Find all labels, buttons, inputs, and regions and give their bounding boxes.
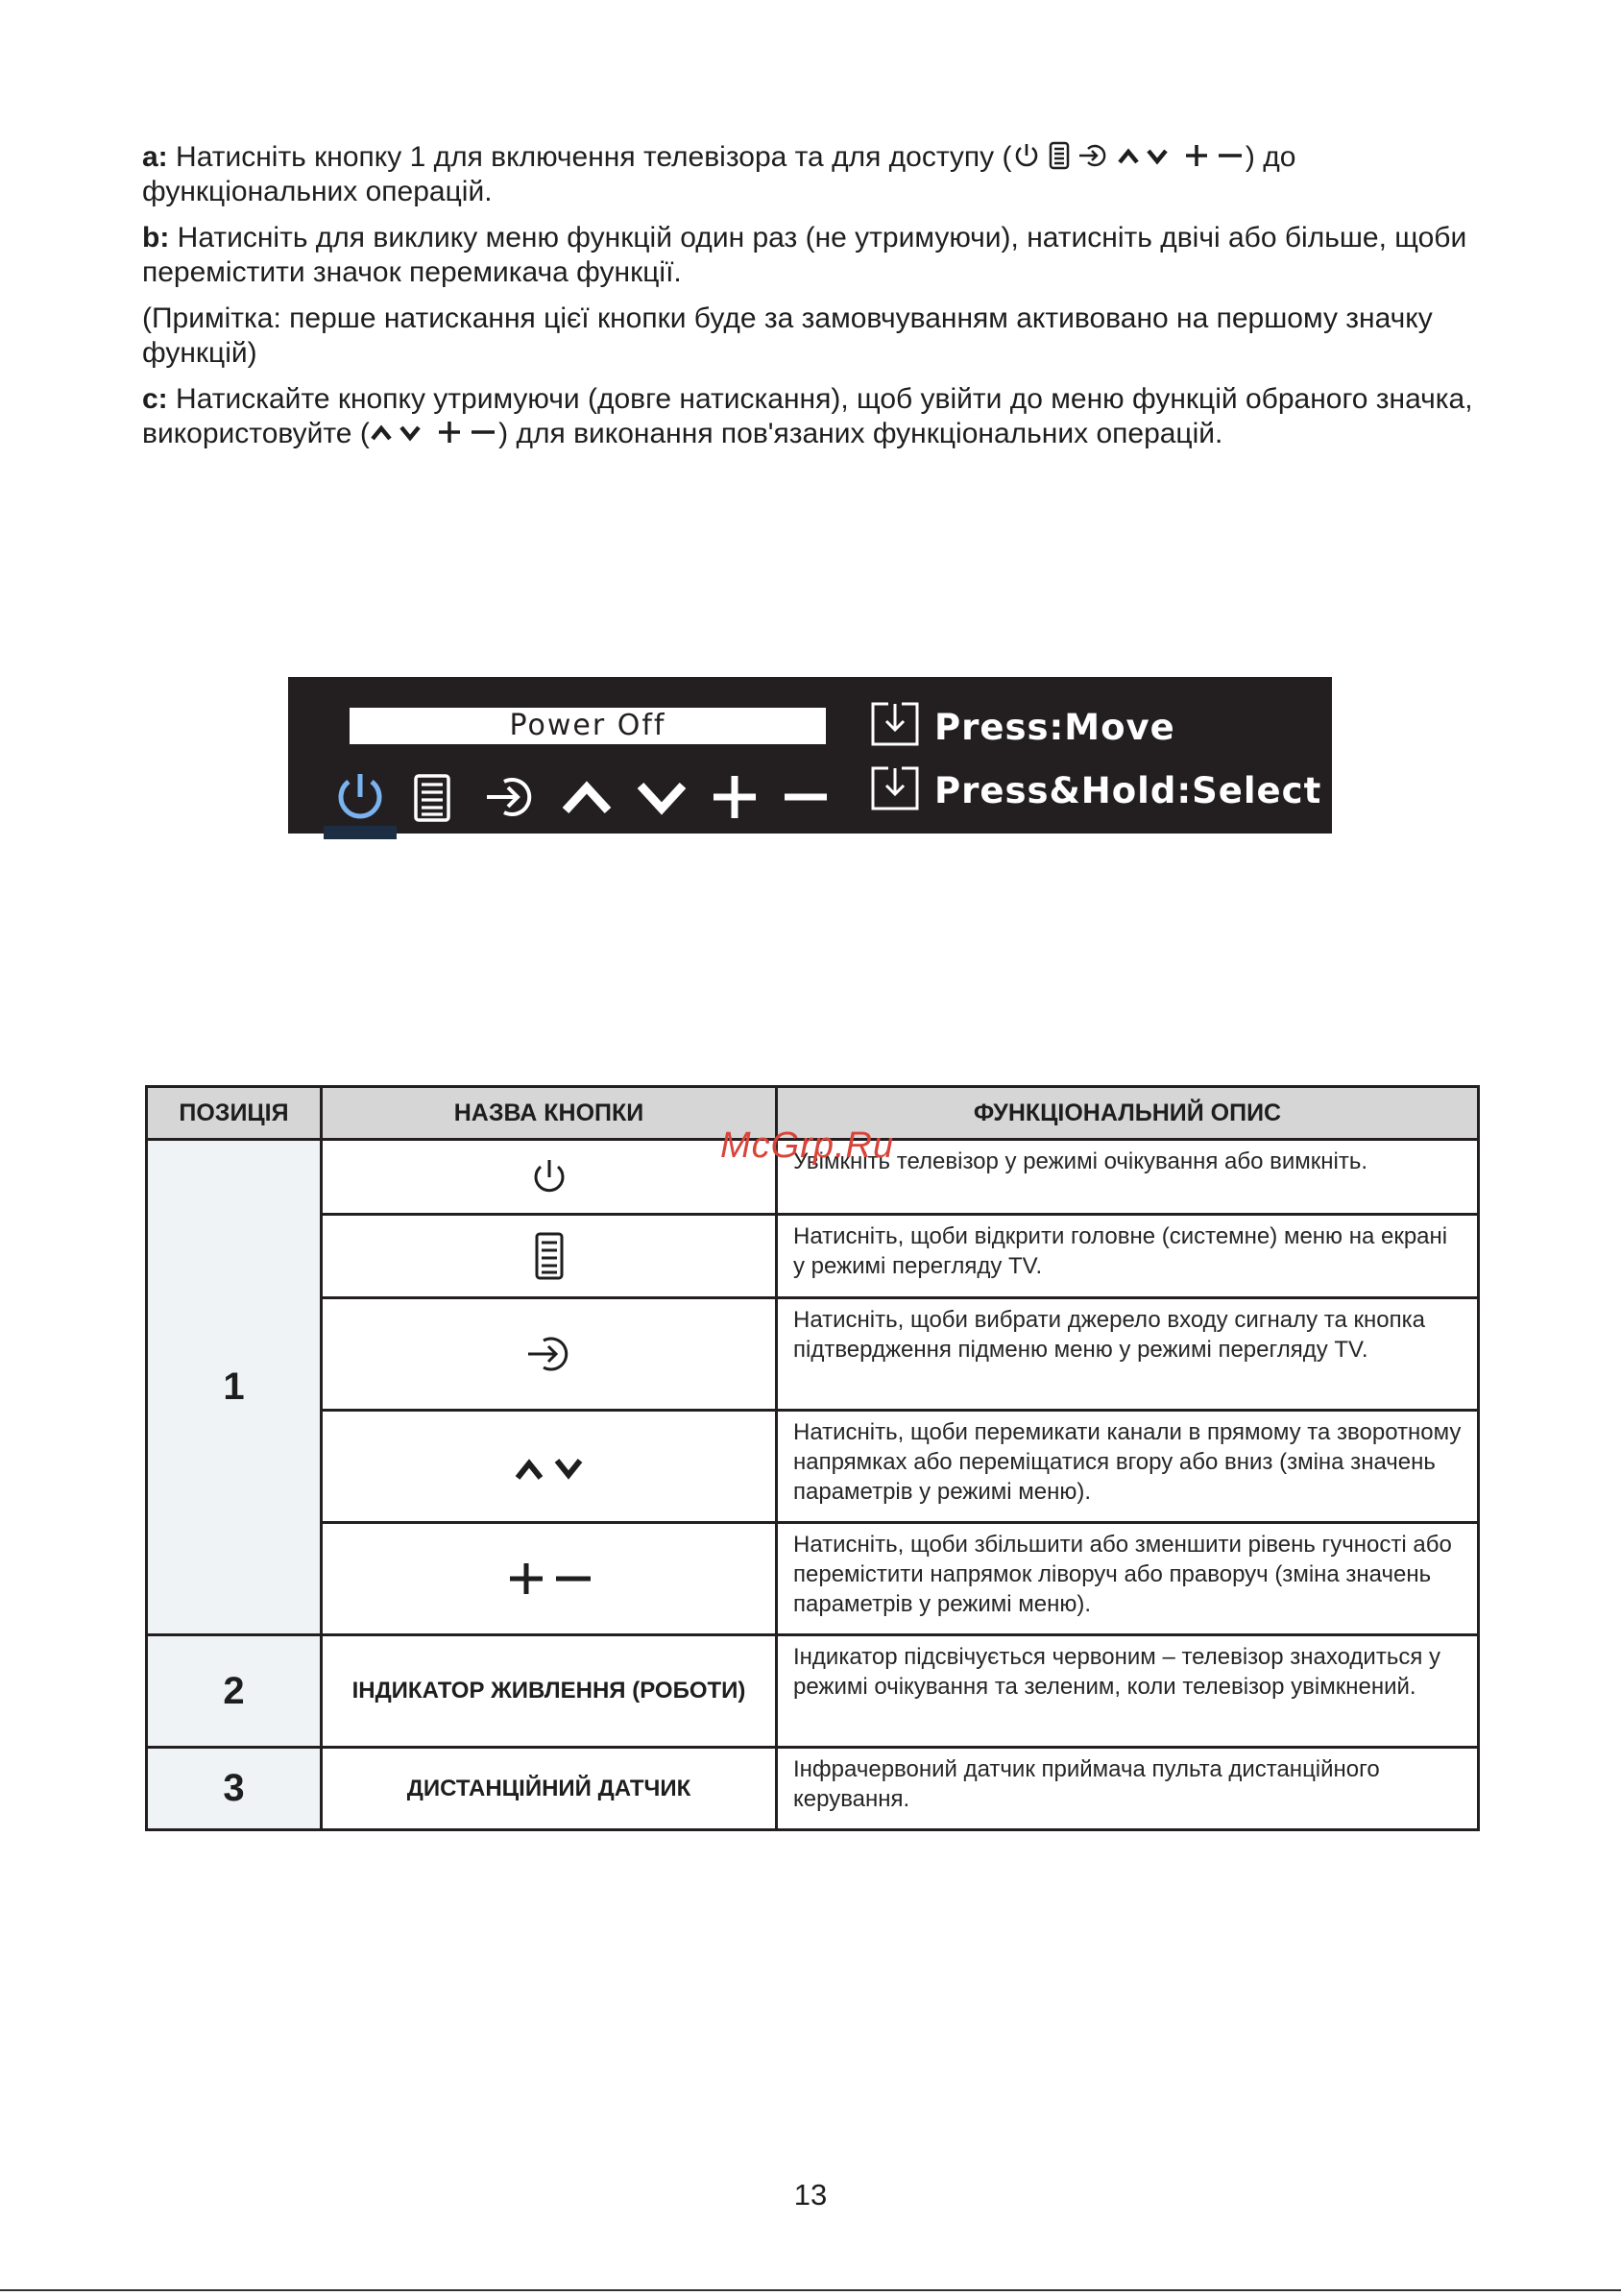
button-cell (322, 1298, 777, 1411)
instruction-b: b: Натисніть для виклику меню функцій один раз (не утримуючи), натисніть двічі або більше, щоби перемістити значок перемикача функції. (142, 222, 1467, 288)
power-icon (528, 1156, 570, 1198)
plus-minus-icon (504, 1559, 594, 1598)
minus-icon[interactable] (779, 768, 833, 831)
description-cell: Натисніть, щоби збільшити або зменшити рівень гучності або перемістити напрямок ліворуч або праворуч (зміна значень параметрів у режимі меню). (777, 1523, 1479, 1635)
table-row (147, 1298, 1479, 1411)
up-down-icon (1117, 141, 1171, 170)
button-name-cell: ДИСТАНЦІЙНИЙ ДАТЧИК (322, 1748, 777, 1830)
button-cell (322, 1140, 777, 1215)
power-icon[interactable] (331, 768, 389, 831)
up-down-icon (513, 1447, 586, 1486)
table-row (147, 1748, 1479, 1830)
input-source-icon (524, 1332, 574, 1376)
osd-title: Power Off (350, 708, 826, 744)
up-down-icon (370, 418, 423, 447)
description-cell: Індикатор підсвічується червоним – телевізор знаходиться у режимі очікування та зеленим, коли телевізор увімкнений. (777, 1635, 1479, 1748)
table-row (147, 1411, 1479, 1523)
description-cell: Натисніть, щоби вибрати джерело входу сигналу та кнопка підтвердження підменю меню у режимі перегляду TV. (777, 1298, 1479, 1411)
instruction-a: a: Натисніть кнопку 1 для включення телевізора та для доступу ( ) до функціональних операцій. (142, 141, 1296, 207)
page-number: 13 (793, 2178, 828, 2211)
description-cell: Інфрачервоний датчик приймача пульта дистанційного керування. (777, 1748, 1479, 1830)
press-arrow-icon (869, 701, 921, 747)
table-row (147, 1215, 1479, 1298)
header-description: ФУНКЦІОНАЛЬНИЙ ОПИС (777, 1087, 1479, 1140)
power-icon (1012, 141, 1041, 170)
press-hold-arrow-icon (869, 765, 921, 811)
plus-minus-icon (1178, 141, 1246, 170)
plus-minus-icon (431, 418, 498, 447)
button-cell (322, 1215, 777, 1298)
header-position: ПОЗИЦІЯ (147, 1087, 322, 1140)
menu-icon[interactable] (412, 768, 454, 831)
description-cell: Натисніть, щоби відкрити головне (системне) меню на екрані у режимі перегляду TV. (777, 1215, 1479, 1298)
position-cell: 1 (147, 1140, 322, 1635)
description-cell: Натисніть, щоби перемикати канали в прямому та зворотному напрямках або переміщатися вгору або вниз (зміна значень параметрів у режимі меню). (777, 1411, 1479, 1523)
instruction-note: (Примітка: перше натискання цієї кнопки буде за замовчуванням активовано на першому значку функцій) (142, 302, 1433, 369)
input-source-icon (1077, 141, 1108, 170)
position-cell: 2 (147, 1635, 322, 1748)
menu-icon (1049, 141, 1070, 170)
description-cell: Увімкніть телевізор у режимі очікування або вимкніть. (777, 1140, 1479, 1215)
chevron-down-icon[interactable] (635, 768, 689, 831)
table-row (147, 1523, 1479, 1635)
watermark: McGrp.Ru (720, 1125, 895, 1166)
button-function-table (145, 1085, 1480, 1831)
button-name-cell: ІНДИКАТОР ЖИВЛЕННЯ (РОБОТИ) (322, 1635, 777, 1748)
instruction-c: c: Натискайте кнопку утримуючи (довге натискання), щоб увійти до меню функцій обраного значка, використовуйте ( ) для виконання пов'язаних функціональних операцій. (142, 383, 1473, 449)
plus-icon[interactable] (708, 768, 762, 831)
chevron-up-icon[interactable] (560, 768, 614, 831)
osd-panel: Power Off Press:Move Press&Hold:Select (288, 677, 1332, 834)
position-cell: 3 (147, 1748, 322, 1830)
button-cell (322, 1411, 777, 1523)
table-row (147, 1635, 1479, 1748)
input-source-icon[interactable] (481, 768, 539, 831)
button-cell (322, 1523, 777, 1635)
header-button-name: НАЗВА КНОПКИ (322, 1087, 777, 1140)
instructions-block (142, 140, 1487, 463)
bottom-divider (0, 2289, 1621, 2291)
menu-icon (534, 1231, 565, 1281)
